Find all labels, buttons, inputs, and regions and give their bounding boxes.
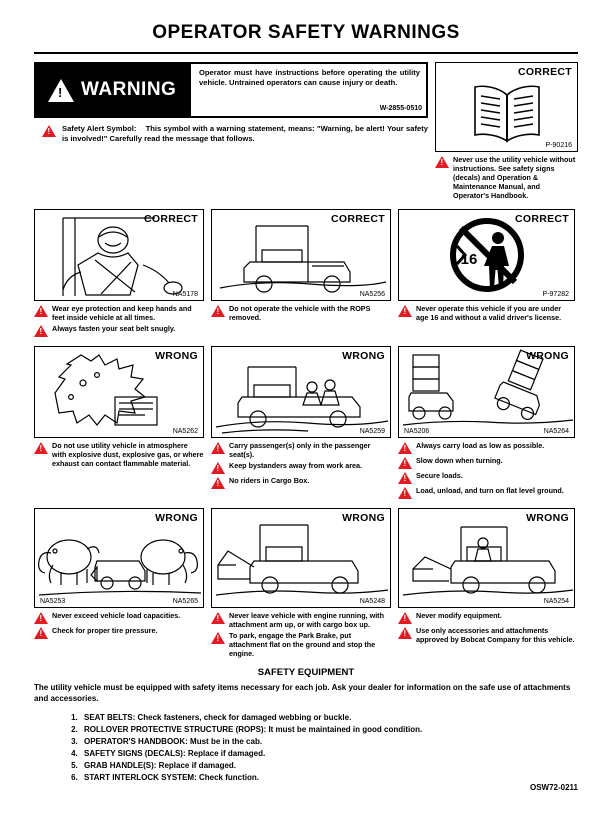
alert-triangle-icon — [398, 457, 412, 469]
panel-unattended-caption — [211, 611, 391, 658]
panel-age16-column — [398, 209, 575, 339]
alert-triangle-icon — [211, 305, 225, 317]
list-item: 3. OPERATOR'S HANDBOOK: Must be in the cab. — [80, 736, 578, 748]
caption-text: Slow down when turning. — [416, 456, 503, 465]
caption-text: Keep bystanders away from work area. — [229, 461, 363, 470]
panel-passengers-code: NA5259 — [359, 428, 385, 435]
caption-text: Use only accessories and attachments approved by Bobcat Company for this vehicle. — [416, 626, 575, 644]
safety-alert-text-wrap — [62, 124, 428, 144]
panel-overload-caption — [34, 611, 204, 639]
panel-overload — [34, 508, 204, 608]
panel-seatbelt-tag: CORRECT — [143, 213, 198, 225]
panel-explosive-tag: WRONG — [155, 350, 198, 362]
alert-triangle-icon — [211, 612, 225, 624]
caption-text: Load, unload, and turn on flat level ground. — [416, 486, 564, 495]
caption-text: Never use the utility vehicle without instructions. See safety signs (decals) and Operation & Maintenance Manual, and Operator's Handbook. — [453, 155, 576, 200]
caption-text: Never operate this vehicle if you are under age 16 and without a valid driver's license. — [416, 304, 562, 322]
panel-explosive-code: NA5262 — [172, 428, 198, 435]
panel-rops — [211, 209, 391, 301]
safety-equipment-intro: The utility vehicle must be equipped with safety items necessary for each job. Ask your dealer for information on the safe use of attachments and accessories. — [34, 683, 571, 703]
caption-text: Always carry load as low as possible. — [416, 441, 545, 450]
panel-manual-tag: CORRECT — [517, 66, 572, 78]
warning-word: WARNING — [81, 79, 177, 100]
warning-text: Operator must have instructions before operating the utility vehicle. Untrained operators can cause injury or death. — [199, 68, 420, 87]
alert-triangle-icon — [398, 627, 412, 639]
caption-text: Secure loads. — [416, 471, 463, 480]
panel-rops-code: NA5256 — [359, 291, 385, 298]
safety-alert-block — [34, 118, 428, 144]
caption-text: Never leave vehicle with engine running, with attachment arm up, or with cargo box up. — [229, 611, 384, 629]
panel-overload-code-left: NA5253 — [40, 598, 66, 605]
row-two — [34, 209, 578, 339]
panel-load-high-code: NA5264 — [543, 428, 569, 435]
panel-modify-caption — [398, 611, 575, 644]
alert-triangle-icon — [398, 305, 412, 317]
caption-text: No riders in Cargo Box. — [229, 476, 310, 485]
panel-manual-caption — [435, 155, 578, 200]
list-item: 1. SEAT BELTS: Check fasteners, check for damaged webbing or buckle. — [80, 712, 578, 724]
panel-unattended-tag: WRONG — [342, 512, 385, 524]
panel-age16-code: P-97282 — [542, 291, 569, 298]
alert-triangle-icon — [34, 442, 48, 454]
panel-load-high-column — [398, 346, 575, 501]
page-title: OPERATOR SAFETY WARNINGS — [152, 22, 460, 43]
alert-triangle-icon — [398, 612, 412, 624]
panel-passengers-column — [211, 346, 391, 501]
panel-overload-tag: WRONG — [155, 512, 198, 524]
list-item: 2. ROLLOVER PROTECTIVE STRUCTURE (ROPS): It must be maintained in good condition. — [80, 724, 578, 736]
warning-code: W-2855-0510 — [379, 105, 422, 113]
caption-text: Never modify equipment. — [416, 611, 502, 620]
panel-passengers-caption — [211, 441, 391, 489]
caption-text: Always fasten your seat belt snugly. — [52, 324, 176, 333]
list-item: 5. GRAB HANDLE(S): Replace if damaged. — [80, 760, 578, 772]
alert-triangle-icon — [34, 612, 48, 624]
panel-seatbelt-code: NA5178 — [172, 291, 198, 298]
panel-age16-caption — [398, 304, 575, 322]
warning-text-block — [191, 64, 426, 116]
warning-banner — [34, 62, 428, 118]
panel-explosive — [34, 346, 204, 438]
document-content — [0, 62, 612, 784]
panel-modify — [398, 508, 575, 608]
alert-triangle-icon — [211, 442, 225, 454]
panel-rops-tag: CORRECT — [330, 213, 385, 225]
age-limit-text: 16 — [460, 251, 478, 268]
safety-alert-triangle-icon — [42, 125, 56, 137]
alert-triangle-icon — [34, 627, 48, 639]
alert-triangle-icon — [34, 325, 48, 337]
safety-equipment-title: SAFETY EQUIPMENT — [257, 667, 355, 678]
document-page — [0, 22, 612, 814]
panel-overload-column — [34, 508, 204, 660]
panel-seatbelt-column — [34, 209, 204, 339]
title-divider — [34, 52, 578, 54]
panel-load-high-tag: WRONG — [526, 350, 569, 362]
panel-load-high — [398, 346, 575, 438]
safety-alert-label: Safety Alert Symbol: — [62, 124, 137, 133]
panel-load-high-code-left: NA5206 — [404, 428, 430, 435]
alert-triangle-icon — [34, 305, 48, 317]
row-four — [34, 508, 578, 660]
panel-manual-code: P-90216 — [545, 142, 572, 149]
warning-triangle-icon — [48, 79, 74, 102]
row-three — [34, 346, 578, 501]
alert-triangle-icon — [211, 477, 225, 489]
panel-unattended-column — [211, 508, 391, 660]
panel-explosive-caption — [34, 441, 204, 468]
alert-triangle-icon — [435, 156, 449, 168]
panel-manual-column — [435, 62, 578, 202]
panel-age16 — [398, 209, 575, 301]
alert-triangle-icon — [211, 632, 225, 644]
panel-load-high-caption — [398, 441, 575, 499]
panel-age16-tag: CORRECT — [514, 213, 569, 225]
panel-manual — [435, 62, 578, 152]
list-item: 6. START INTERLOCK SYSTEM: Check function. — [80, 772, 578, 784]
alert-triangle-icon — [398, 487, 412, 499]
caption-text: Do not use utility vehicle in atmosphere with explosive dust, explosive gas, or where exhaust can contact flammable material. — [52, 441, 204, 468]
caption-text: To park, engage the Park Brake, put attachment flat on the ground and stop the engine. — [229, 631, 376, 658]
caption-text: Check for proper tire pressure. — [52, 626, 158, 635]
caption-text: Never exceed vehicle load capacities. — [52, 611, 181, 620]
panel-seatbelt — [34, 209, 204, 301]
warning-column — [34, 62, 428, 202]
row-warning — [34, 62, 578, 202]
caption-text: Carry passenger(s) only in the passenger seat(s). — [229, 441, 371, 459]
panel-rops-column — [211, 209, 391, 339]
panel-modify-code: NA5254 — [543, 598, 569, 605]
caption-text: Wear eye protection and keep hands and feet inside vehicle at all times. — [52, 304, 192, 322]
alert-triangle-icon — [398, 442, 412, 454]
safety-alert-text: This symbol with a warning statement, means: "Warning, be alert! Your safety is involved!" Carefully read the message that follows. — [62, 124, 428, 143]
safety-equipment-list — [80, 712, 578, 784]
panel-passengers-tag: WRONG — [342, 350, 385, 362]
panel-overload-code: NA5265 — [172, 598, 198, 605]
panel-modify-column — [398, 508, 575, 660]
alert-triangle-icon — [398, 472, 412, 484]
panel-modify-tag: WRONG — [526, 512, 569, 524]
panel-unattended-code: NA5248 — [359, 598, 385, 605]
panel-explosive-column — [34, 346, 204, 501]
panel-unattended — [211, 508, 391, 608]
caption-text: Do not operate the vehicle with the ROPS removed. — [229, 304, 371, 322]
panel-seatbelt-caption — [34, 304, 204, 337]
panel-passengers — [211, 346, 391, 438]
panel-rops-caption — [211, 304, 391, 322]
document-id: OSW72-0211 — [529, 783, 578, 792]
alert-triangle-icon — [211, 462, 225, 474]
warning-banner-left — [36, 64, 191, 116]
list-item: 4. SAFETY SIGNS (DECALS): Replace if damaged. — [80, 748, 578, 760]
